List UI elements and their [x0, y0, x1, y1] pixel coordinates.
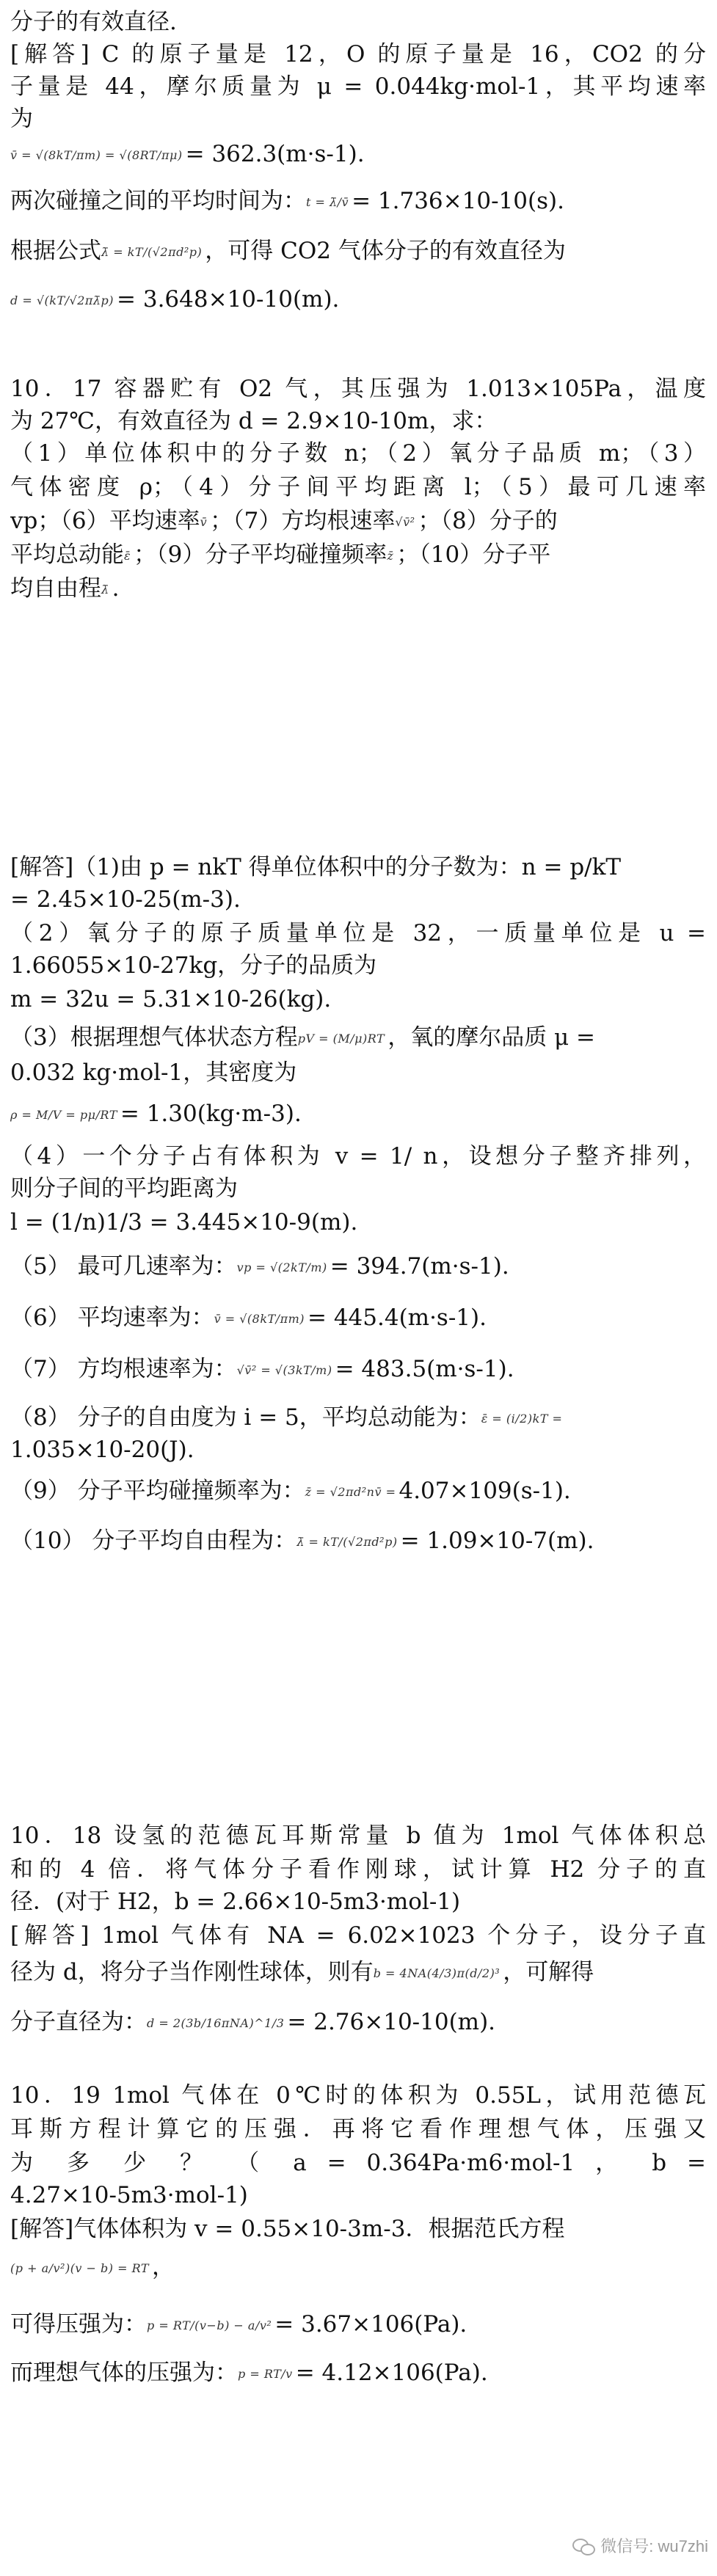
text-line: 耳斯方程计算它的压强．再将它看作理想气体，压强又 [10, 2116, 706, 2142]
formula-image: λ̄ [101, 582, 109, 596]
formula-image: √v̄² [395, 514, 415, 529]
text-line: 而理想气体的压强为：p = RT/v = 4.12×106(Pa). [10, 2360, 488, 2386]
formula-image: z̄ = √2πd²nv̄ = [305, 1484, 396, 1499]
text-line: vp；（6）平均速率v̄ ；（7）方均根速率√v̄² ；（8）分子的 [10, 508, 558, 534]
text-line: （10） 分子平均自由程为：λ̄ = kT/(√2πd²p) = 1.09×10-7(m). [10, 1528, 594, 1554]
text-line: 为 多 少 ？ （ a = 0.364Pa·m6·mol-1 ， b = [10, 2150, 706, 2176]
text-line: (p + a/v²)(v − b) = RT ， [10, 2254, 175, 2280]
text-line: 10．19 1mol 气体在 0℃时的体积为 0.55L，试用范德瓦 [10, 2082, 706, 2109]
formula-image: d = 2(3b/16πNA)^1/3 [147, 2015, 285, 2030]
watermark-label: 微信号: wu7zhi [600, 2537, 708, 2555]
text-line: （1）单位体积中的分子数 n；（2）氧分子品质 m；（3） [10, 440, 706, 467]
text-line: （9） 分子平均碰撞频率为：z̄ = √2πd²nv̄ = 4.07×109(s-1). [10, 1478, 571, 1504]
formula-image: √v̄² = √(3kT/m) [236, 1362, 332, 1377]
text-line: （7） 方均根速率为：√v̄² = √(3kT/m) = 483.5(m·s-1). [10, 1356, 514, 1382]
text-line: l = (1/n)1/3 = 3.445×10-9(m). [10, 1209, 358, 1236]
text-line: 子量是 44，摩尔质量为 μ = 0.044kg·mol-1，其平均速率 [10, 73, 706, 100]
text-line: 可得压强为：p = RT/(v−b) − a/v² = 3.67×106(Pa). [10, 2311, 467, 2338]
text-line: （8） 分子的自由度为 i = 5，平均总动能为：ε̄ = (i/2)kT = [10, 1404, 563, 1431]
formula-image: t = λ̄/v̄ [306, 194, 349, 209]
formula-image: λ̄ = kT/(√2πd²p) [101, 244, 203, 259]
text-line: [解答] C 的原子量是 12，O 的原子量是 16，CO2 的分 [10, 41, 706, 67]
text-line: 两次碰撞之间的平均时间为：t = λ̄/v̄ = 1.736×10-10(s). [10, 188, 564, 214]
text-line: 1.035×10-20(J). [10, 1437, 194, 1463]
text-line: 平均总动能ε̄ ；（9）分子平均碰撞频率z̄ ；（10）分子平 [10, 541, 551, 568]
formula-image: pV = (M/μ)RT [297, 1031, 385, 1046]
text-line: （6） 平均速率为：v̄ = √(8kT/πm) = 445.4(m·s-1). [10, 1305, 487, 1331]
formula-image: (p + a/v²)(v − b) = RT [10, 2261, 150, 2275]
text-line: [解答]（1)由 p = nkT 得单位体积中的分子数为：n = p/kT [10, 854, 622, 880]
formula-image: ρ = M/V = pμ/RT [10, 1107, 117, 1122]
formula-image: v̄ = √(8kT/πm) [214, 1311, 305, 1326]
formula-image: z̄ [387, 548, 394, 563]
text-line: ρ = M/V = pμ/RT = 1.30(kg·m-3). [10, 1101, 302, 1127]
text-line: 分子的有效直径. [10, 9, 177, 35]
text-line: （2）氧分子的原子质量单位是 32，一质量单位是 u = [10, 920, 706, 946]
text-line: （3）根据理想气体状态方程pV = (M/μ)RT ，氧的摩尔品质 μ = [10, 1024, 596, 1051]
formula-image: λ̄ = kT/(√2πd²p) [296, 1534, 398, 1549]
text-line: 根据公式λ̄ = kT/(√2πd²p) ，可得 CO2 气体分子的有效直径为 [10, 238, 566, 264]
text-line: 气体密度 ρ；（4）分子间平均距离 l；（5）最可几速率 [10, 474, 706, 500]
text-line: （5） 最可几速率为：vp = √(2kT/m) = 394.7(m·s-1). [10, 1253, 509, 1280]
formula-image: p = RT/(v−b) − a/v² [147, 2318, 272, 2332]
text-line: 径为 d，将分子当作刚性球体，则有b = 4NA(4/3)π(d/2)³ ，可解得 [10, 1959, 594, 1985]
formula-image: v̄ = √(8kT/πm) = √(8RT/πμ) [10, 147, 183, 162]
text-line: 10．17 容器贮有 O2 气，其压强为 1.013×105Pa，温度 [10, 376, 706, 402]
formula-image: v̄ [200, 514, 208, 529]
wechat-icon [572, 2539, 594, 2555]
text-line: [解答]气体体积为 v = 0.55×10-3m-3．根据范氏方程 [10, 2216, 565, 2242]
text-line: （4）一个分子占有体积为 v = 1/ n，设想分子整齐排列， [10, 1143, 706, 1170]
formula-image: d = √(kT/√2πλ̄p) [10, 293, 114, 307]
text-line: v̄ = √(8kT/πm) = √(8RT/πμ) = 362.3(m·s-1). [10, 141, 365, 167]
text-line: 则分子间的平均距离为 [10, 1175, 238, 1202]
text-line: m = 32u = 5.31×10-26(kg). [10, 986, 332, 1012]
text-line: 分子直径为：d = 2(3b/16πNA)^1/3 = 2.76×10-10(m). [10, 2009, 496, 2035]
text-line: [解答] 1mol 气体有 NA = 6.02×1023 个分子，设分子直 [10, 1922, 706, 1949]
formula-image: b = 4NA(4/3)π(d/2)³ [373, 1966, 501, 1980]
text-line: 1.66055×10-27kg，分子的品质为 [10, 952, 377, 979]
text-line: d = √(kT/√2πλ̄p) = 3.648×10-10(m). [10, 286, 340, 313]
text-line: 均自由程λ̄ . [10, 575, 120, 602]
formula-image: ε̄ [124, 548, 131, 563]
watermark [572, 2531, 708, 2563]
text-line: 为 [10, 106, 33, 132]
text-line: = 2.45×10-25(m-3). [10, 886, 241, 913]
formula-image: ε̄ = (i/2)kT = [481, 1411, 563, 1426]
text-line: 和的 4 倍．将气体分子看作刚球，试计算 H2 分子的直 [10, 1856, 706, 1883]
formula-image: p = RT/v [238, 2366, 293, 2381]
text-line: 为 27℃，有效直径为 d = 2.9×10-10m，求： [10, 408, 498, 434]
formula-image: vp = √(2kT/m) [236, 1260, 327, 1274]
text-line: 4.27×10-5m3·mol-1) [10, 2182, 248, 2208]
text-line: 径．(对于 H2，b = 2.66×10-5m3·mol-1) [10, 1889, 461, 1915]
text-line: 0.032 kg·mol-1，其密度为 [10, 1059, 297, 1086]
text-line: 10．18 设氢的范德瓦耳斯常量 b 值为 1mol 气体体积总 [10, 1822, 706, 1849]
